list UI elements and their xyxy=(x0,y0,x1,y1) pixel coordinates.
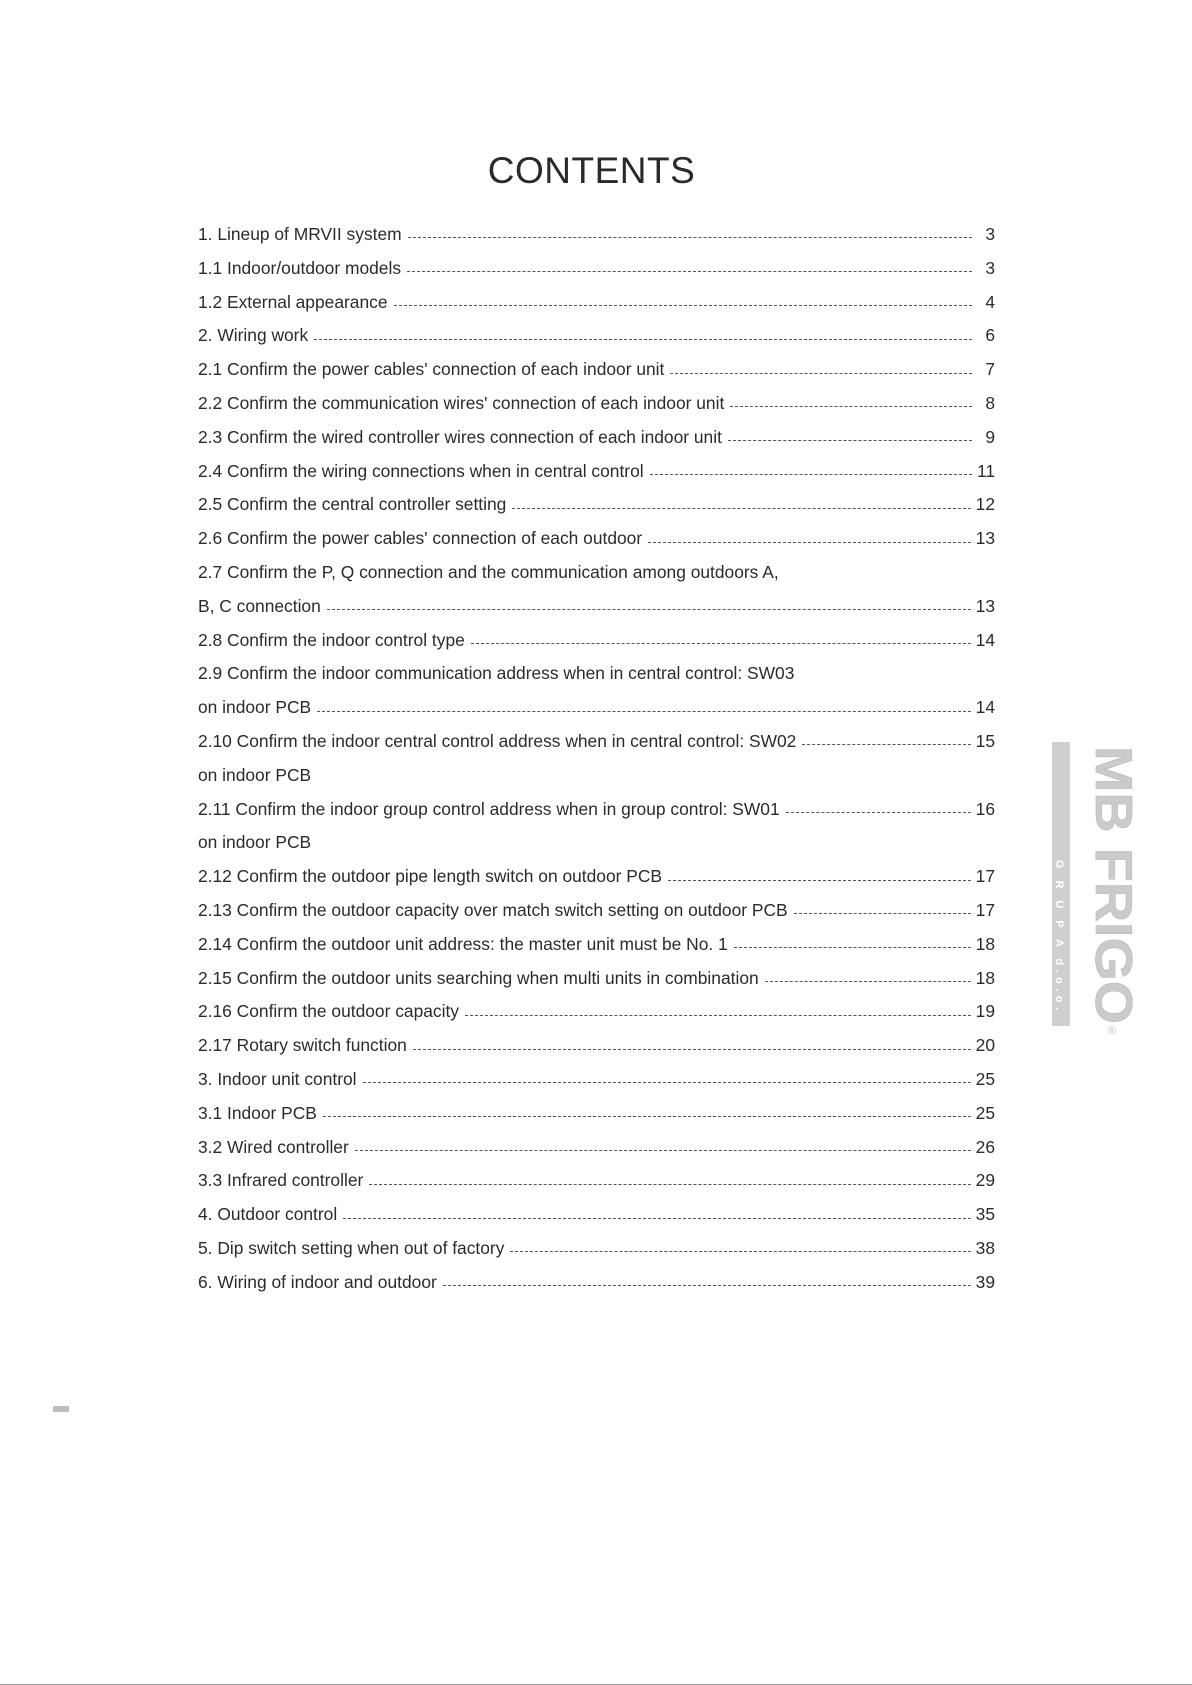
toc-entry-page: 25 xyxy=(975,1102,995,1123)
toc-entry-page: 35 xyxy=(975,1204,995,1225)
toc-entry-page: 18 xyxy=(975,933,995,954)
toc-entry-continued[interactable] xyxy=(198,826,995,860)
toc-entry-page: 20 xyxy=(975,1035,995,1056)
toc-entry-page: 15 xyxy=(975,730,995,751)
toc-entry[interactable] xyxy=(198,421,995,455)
toc-entry[interactable] xyxy=(198,1131,995,1165)
toc-entry-page: 17 xyxy=(975,899,995,920)
toc-entry-label: 2.4 Confirm the wiring connections when in central control xyxy=(198,460,644,481)
toc-entry-page: 39 xyxy=(975,1271,995,1292)
toc-entry-page: 13 xyxy=(975,595,995,616)
toc-entry-label: 2.9 Confirm the indoor communication address when in central control: SW03 xyxy=(198,663,795,684)
toc-entry-page: 26 xyxy=(975,1136,995,1157)
toc-entry-label: on indoor PCB xyxy=(198,764,312,785)
toc-entry[interactable] xyxy=(198,1164,995,1198)
toc-entry-label: 3. Indoor unit control xyxy=(198,1068,357,1089)
toc-entry[interactable] xyxy=(198,1063,995,1097)
toc-entry-page: 3 xyxy=(985,224,995,244)
page-title: CONTENTS xyxy=(487,150,696,191)
company-logo xyxy=(1050,742,1142,1038)
toc-entry-page: 7 xyxy=(985,359,995,380)
toc-entry-page: 3 xyxy=(985,257,995,278)
toc-entry-page: 19 xyxy=(975,1001,995,1022)
leader-dots xyxy=(670,373,972,374)
toc-entry[interactable] xyxy=(198,1029,995,1063)
toc-entry[interactable] xyxy=(198,1198,995,1232)
leader-dots xyxy=(327,609,971,610)
leader-dots xyxy=(465,1015,971,1016)
toc-entry-page: 14 xyxy=(975,629,995,650)
toc-entry-page: 9 xyxy=(985,426,995,447)
leader-dots xyxy=(323,1116,971,1117)
toc-entry-label: 6. Wiring of indoor and outdoor xyxy=(198,1271,437,1292)
leader-dots xyxy=(407,271,972,272)
toc-entry-label: 2.1 Confirm the power cables' connection of each indoor unit xyxy=(198,359,665,380)
toc-entry[interactable] xyxy=(198,319,995,353)
logo-brand-text: MB FRIGO xyxy=(1084,746,1142,1006)
leader-dots xyxy=(794,913,971,914)
toc-entry[interactable] xyxy=(198,286,995,320)
toc-entry-label: 2.11 Confirm the indoor group control address when in group control: SW01 xyxy=(198,798,780,819)
toc-entry-label: 2.17 Rotary switch function xyxy=(198,1035,407,1056)
leader-dots xyxy=(394,305,973,306)
leader-dots xyxy=(413,1049,971,1050)
toc-entry[interactable] xyxy=(198,624,995,658)
toc-entry-continued[interactable] xyxy=(198,657,995,691)
toc-entry[interactable] xyxy=(198,1266,995,1300)
toc-entry-label: 2.14 Confirm the outdoor unit address: the master unit must be No. 1 xyxy=(198,933,728,954)
toc-entry[interactable] xyxy=(198,725,995,759)
toc-entry-label: 2.2 Confirm the communication wires' connection of each indoor unit xyxy=(198,392,725,413)
toc-entry-page: 8 xyxy=(985,392,995,413)
toc-entry[interactable] xyxy=(198,1232,995,1266)
toc-entry-continued[interactable] xyxy=(198,556,995,590)
toc-entry-page: 11 xyxy=(976,460,995,481)
leader-dots xyxy=(786,812,971,813)
toc-entry[interactable] xyxy=(198,353,995,387)
toc-entry[interactable] xyxy=(198,590,995,624)
toc-entry-label: on indoor PCB xyxy=(198,832,312,853)
leader-dots xyxy=(765,981,971,982)
leader-dots xyxy=(443,1285,971,1286)
leader-dots xyxy=(650,474,972,475)
toc-entry[interactable] xyxy=(198,894,995,928)
toc-entry-label: 1.2 External appearance xyxy=(198,291,388,312)
toc-entry-page: 16 xyxy=(975,798,995,819)
toc-entry[interactable] xyxy=(198,455,995,489)
toc-entry-label: 3.2 Wired controller xyxy=(198,1136,349,1157)
toc-entry-page: 12 xyxy=(975,494,995,515)
leader-dots xyxy=(471,643,971,644)
toc-entry-continued[interactable] xyxy=(198,759,995,793)
toc-entry[interactable] xyxy=(198,218,995,252)
toc-entry[interactable] xyxy=(198,928,995,962)
toc-entry-label: 3.3 Infrared controller xyxy=(198,1170,364,1191)
toc-entry-label: on indoor PCB xyxy=(198,697,312,718)
toc-entry-label: 2.8 Confirm the indoor control type xyxy=(198,629,465,650)
toc-entry-page: 4 xyxy=(985,291,995,312)
leader-dots xyxy=(408,237,972,238)
leader-dots xyxy=(355,1150,971,1151)
toc-entry-label: 2.10 Confirm the indoor central control address when in central control: SW02 xyxy=(198,730,797,751)
toc-entry-label: 2.6 Confirm the power cables' connection of each outdoor xyxy=(198,528,643,549)
toc-entry[interactable] xyxy=(198,252,995,286)
table-of-contents xyxy=(198,218,995,1300)
toc-entry[interactable] xyxy=(198,387,995,421)
leader-dots xyxy=(802,744,970,745)
toc-entry-page: 13 xyxy=(975,528,995,549)
toc-entry[interactable] xyxy=(198,962,995,996)
toc-entry-label: 2.16 Confirm the outdoor capacity xyxy=(198,1001,460,1022)
toc-entry-page: 29 xyxy=(975,1170,995,1191)
toc-entry-page: 6 xyxy=(985,325,995,346)
toc-entry-page: 17 xyxy=(975,866,995,887)
leader-dots xyxy=(510,1251,970,1252)
registered-mark: ® xyxy=(1108,1025,1117,1037)
leader-dots xyxy=(648,542,971,543)
leader-dots xyxy=(343,1218,970,1219)
toc-entry-page: 38 xyxy=(975,1237,995,1258)
toc-entry-label: 4. Outdoor control xyxy=(198,1204,338,1225)
toc-entry[interactable] xyxy=(198,488,995,522)
toc-entry-label: 2.7 Confirm the P, Q connection and the communication among outdoors A, xyxy=(198,561,779,582)
toc-entry[interactable] xyxy=(198,860,995,894)
toc-entry-page: 25 xyxy=(975,1068,995,1089)
toc-entry-label: 2.3 Confirm the wired controller wires connection of each indoor unit xyxy=(198,426,722,447)
leader-dots xyxy=(728,440,972,441)
toc-entry[interactable] xyxy=(198,1097,995,1131)
toc-entry-label: 2.12 Confirm the outdoor pipe length switch on outdoor PCB xyxy=(198,866,663,887)
toc-entry-label: 2.13 Confirm the outdoor capacity over match switch setting on outdoor PCB xyxy=(198,899,788,920)
toc-entry[interactable] xyxy=(198,995,995,1029)
toc-entry-label: 3.1 Indoor PCB xyxy=(198,1102,317,1123)
margin-mark xyxy=(53,1406,69,1412)
toc-entry-label: 1.1 Indoor/outdoor models xyxy=(198,257,402,278)
leader-dots xyxy=(668,880,971,881)
toc-entry-label: 5. Dip switch setting when out of factory xyxy=(198,1237,505,1258)
leader-dots xyxy=(730,406,972,407)
toc-entry[interactable] xyxy=(198,522,995,556)
toc-entry-label: 2.5 Confirm the central controller setting xyxy=(198,494,507,515)
toc-entry-label: 1. Lineup of MRVII system xyxy=(198,224,402,244)
toc-entry[interactable] xyxy=(198,691,995,725)
leader-dots xyxy=(363,1082,971,1083)
toc-entry[interactable] xyxy=(198,793,995,827)
toc-entry-page: 14 xyxy=(975,697,995,718)
leader-dots xyxy=(512,508,970,509)
leader-dots xyxy=(734,947,971,948)
toc-entry-label: 2.15 Confirm the outdoor units searching when multi units in combination xyxy=(198,967,759,988)
toc-entry-page: 18 xyxy=(975,967,995,988)
toc-entry-label: B, C connection xyxy=(198,595,321,616)
leader-dots xyxy=(369,1184,970,1185)
logo-sub-text: G R U P A d.o.o. xyxy=(1053,860,1065,1010)
leader-dots xyxy=(317,711,971,712)
leader-dots xyxy=(314,339,972,340)
toc-entry-label: 2. Wiring work xyxy=(198,325,309,346)
